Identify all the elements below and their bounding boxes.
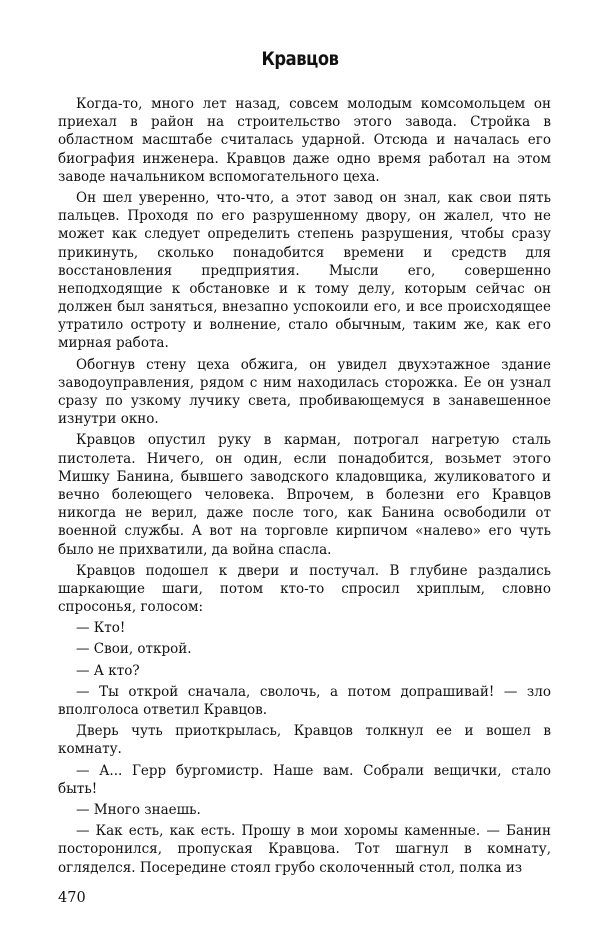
paragraph: Кравцов опустил руку в карман, потрогал нагретую сталь пистолета. Ничего, он один, если понадобится, возьмет этого Мишку Банина, бывшего заводского кладовщика, жуликоватого и вечно болеющего человека. Впрочем, в болезни его Кравцов никогда не верил, даже после того, как Банина освободили от военной службы. А вот на торговле кирпичом «налево» его чуть было не прихватили, да война спасла. (58, 432, 551, 558)
dialogue-line: — Как есть, как есть. Прошу в мои хоромы каменные. — Банин посторонился, пропуская Кравцова. Тот шагнул в комнату, огляделся. Посередине стоял грубо сколоченный стол, полка из (58, 823, 551, 876)
paragraph: Обогнув стену цеха обжига, он увидел двухэтажное здание заводоуправления, рядом с ним находилась сторожка. Ее он узнал сразу по узкому лучику света, пробивающемуся в занавешенное изнутри окно. (58, 356, 551, 428)
paragraph: Кравцов подошел к двери и постучал. В глубине раздались шаркающие шаги, потом кто-то спросил хриплым, словно спросонья, голосом: (58, 562, 551, 616)
dialogue-line: — А кто? (76, 662, 140, 679)
chapter-title: Кравцов (261, 48, 339, 70)
paragraph: Дверь чуть приоткрылась, Кравцов толкнул ее и вошел в комнату. (58, 723, 551, 758)
paragraph: Когда-то, много лет назад, совсем молодым комсомольцем он приехал в район на строительство этого завода. Стройка в областном масштабе считалась ударной. Отсюда и началась его биография инженера. Кравцов даже одно время работал на этом заводе начальником вспомогательного цеха. (58, 96, 551, 185)
dialogue-line: — Ты открой сначала, сволочь, а потом допрашивай! — зло вполголоса ответил Кравцов. (58, 683, 551, 718)
dialogue-line: — Много знаешь. (76, 801, 201, 818)
body-text (58, 95, 551, 877)
page-number: 470 (58, 890, 86, 906)
dialogue-line: — А... Герр бургомистр. Наше вам. Собрали вещички, стало быть! (58, 762, 551, 797)
paragraph: Он шел уверенно, что-что, а этот завод он знал, как свои пять пальцев. Проходя по его разрушенному двору, он жалел, что не может как следует определить степень разрушения, чтобы сразу прикинуть, сколько понадобится времени и средств для восстановления предприятия. Мысли его, совершенно неподходящие к обстановке и к тому делу, которым сейчас он должен был заняться, внезапно успокоили его, и все происходящее утратило остроту и волнение, стало обычным, таким же, как его мирная работа. (58, 189, 551, 352)
dialogue-line: — Свои, открой. (76, 641, 192, 658)
dialogue-line: — Кто! (76, 620, 126, 637)
